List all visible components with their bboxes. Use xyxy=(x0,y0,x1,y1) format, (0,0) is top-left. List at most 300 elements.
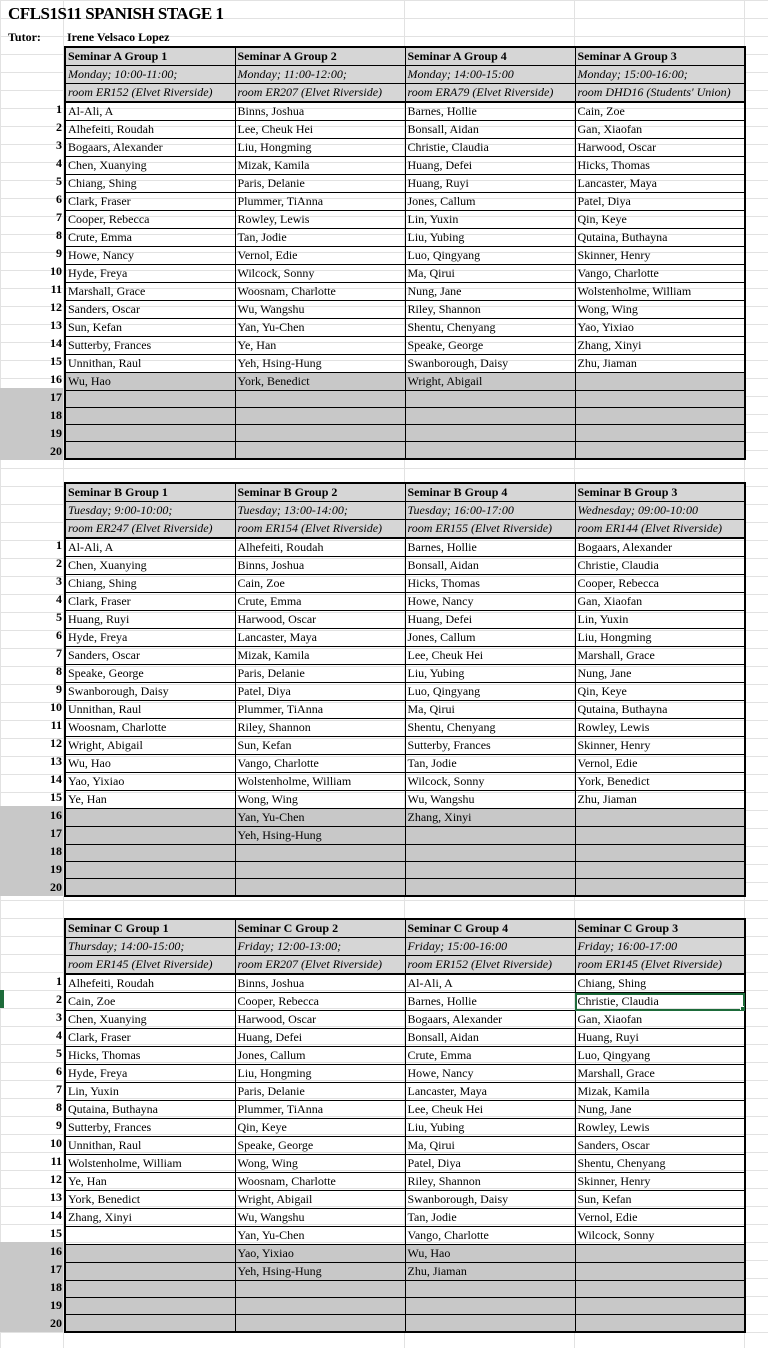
row-number[interactable]: 5 xyxy=(56,174,62,188)
student-cell[interactable]: Barnes, Hollie xyxy=(405,993,575,1011)
student-cell[interactable]: Sutterby, Frances xyxy=(405,737,575,755)
student-cell[interactable]: Rowley, Lewis xyxy=(575,1119,745,1137)
student-cell[interactable]: Lancaster, Maya xyxy=(235,629,405,647)
student-cell[interactable]: Lancaster, Maya xyxy=(405,1083,575,1101)
student-cell[interactable]: Qutaina, Buthayna xyxy=(575,701,745,719)
student-cell[interactable] xyxy=(575,1263,745,1281)
row-number[interactable]: 6 xyxy=(56,1064,62,1078)
student-cell[interactable]: Crute, Emma xyxy=(235,593,405,611)
student-cell[interactable]: Huang, Ruyi xyxy=(575,1029,745,1047)
student-cell[interactable] xyxy=(405,408,575,425)
student-cell[interactable]: Crute, Emma xyxy=(405,1047,575,1065)
student-cell[interactable] xyxy=(405,1298,575,1315)
student-cell[interactable]: Woosnam, Charlotte xyxy=(235,283,405,301)
student-cell[interactable]: Riley, Shannon xyxy=(405,301,575,319)
student-cell[interactable] xyxy=(405,845,575,862)
student-cell[interactable] xyxy=(65,1263,235,1281)
row-number[interactable]: 15 xyxy=(50,354,62,368)
group-room-cell[interactable]: room ER152 (Elvet Riverside) xyxy=(405,956,575,975)
group-room-cell[interactable]: room ER207 (Elvet Riverside) xyxy=(235,956,405,975)
student-cell[interactable]: Patel, Diya xyxy=(575,193,745,211)
group-time-cell[interactable]: Wednesday; 09:00-10:00 xyxy=(575,502,745,520)
group-time-cell[interactable]: Friday; 15:00-16:00 xyxy=(405,938,575,956)
student-cell[interactable]: Paris, Delanie xyxy=(235,1083,405,1101)
student-cell[interactable]: Vango, Charlotte xyxy=(405,1227,575,1245)
row-number[interactable]: 10 xyxy=(50,700,62,714)
student-cell[interactable] xyxy=(575,442,745,459)
student-cell[interactable]: Liu, Yubing xyxy=(405,665,575,683)
student-cell[interactable]: Christie, Claudia xyxy=(405,139,575,157)
student-cell[interactable]: Tan, Jodie xyxy=(235,229,405,247)
student-cell[interactable] xyxy=(235,425,405,442)
student-cell[interactable]: Harwood, Oscar xyxy=(235,611,405,629)
group-time-cell[interactable]: Tuesday; 9:00-10:00; xyxy=(65,502,235,520)
student-cell[interactable] xyxy=(235,408,405,425)
row-number[interactable]: 6 xyxy=(56,192,62,206)
student-cell[interactable]: Chiang, Shing xyxy=(65,175,235,193)
student-cell[interactable]: Huang, Ruyi xyxy=(405,175,575,193)
student-cell[interactable] xyxy=(575,1315,745,1332)
row-number[interactable]: 20 xyxy=(0,1314,63,1332)
student-cell[interactable]: Wolstenholme, William xyxy=(235,773,405,791)
student-cell[interactable]: Sun, Kefan xyxy=(235,737,405,755)
student-cell[interactable]: Cain, Zoe xyxy=(575,102,745,121)
group-room-cell[interactable]: room DHD16 (Students' Union) xyxy=(575,84,745,103)
student-cell[interactable]: Howe, Nancy xyxy=(405,593,575,611)
student-cell[interactable]: Patel, Diya xyxy=(405,1155,575,1173)
student-cell[interactable]: Chen, Xuanying xyxy=(65,557,235,575)
student-cell[interactable]: Cooper, Rebecca xyxy=(575,575,745,593)
student-cell[interactable]: Skinner, Henry xyxy=(575,247,745,265)
group-room-cell[interactable]: room ER155 (Elvet Riverside) xyxy=(405,520,575,539)
student-cell[interactable]: Cooper, Rebecca xyxy=(65,211,235,229)
student-cell[interactable]: Nung, Jane xyxy=(405,283,575,301)
row-number[interactable]: 8 xyxy=(56,228,62,242)
student-cell[interactable]: Wong, Wing xyxy=(235,1155,405,1173)
student-cell[interactable]: Yeh, Hsing-Hung xyxy=(235,1263,405,1281)
student-cell[interactable] xyxy=(235,1298,405,1315)
student-cell[interactable]: Mizak, Kamila xyxy=(235,647,405,665)
row-number[interactable]: 10 xyxy=(50,1136,62,1150)
row-number[interactable]: 2 xyxy=(56,992,62,1006)
student-cell[interactable]: Vango, Charlotte xyxy=(235,755,405,773)
student-cell[interactable] xyxy=(65,391,235,408)
student-cell[interactable]: Wu, Hao xyxy=(65,755,235,773)
student-cell[interactable]: Yao, Yixiao xyxy=(235,1245,405,1263)
student-cell[interactable]: Vernol, Edie xyxy=(575,1209,745,1227)
student-cell[interactable]: Paris, Delanie xyxy=(235,175,405,193)
student-cell[interactable]: Huang, Ruyi xyxy=(65,611,235,629)
row-number[interactable]: 13 xyxy=(50,1190,62,1204)
student-cell[interactable]: Yao, Yixiao xyxy=(65,773,235,791)
student-cell[interactable]: Ma, Qirui xyxy=(405,701,575,719)
student-cell[interactable]: Vernol, Edie xyxy=(235,247,405,265)
student-cell[interactable]: Qutaina, Buthayna xyxy=(575,229,745,247)
group-name-cell[interactable]: Seminar C Group 3 xyxy=(575,919,745,938)
row-number[interactable]: 15 xyxy=(50,1226,62,1240)
student-cell[interactable]: Swanborough, Daisy xyxy=(65,683,235,701)
student-cell[interactable]: Harwood, Oscar xyxy=(235,1011,405,1029)
student-cell[interactable]: Riley, Shannon xyxy=(235,719,405,737)
student-cell[interactable]: Wong, Wing xyxy=(235,791,405,809)
student-cell[interactable] xyxy=(65,408,235,425)
student-cell[interactable] xyxy=(65,879,235,896)
student-cell[interactable]: Sanders, Oscar xyxy=(65,647,235,665)
student-cell[interactable] xyxy=(575,408,745,425)
student-cell[interactable]: Skinner, Henry xyxy=(575,737,745,755)
group-time-cell[interactable]: Monday; 11:00-12:00; xyxy=(235,66,405,84)
row-number[interactable]: 20 xyxy=(0,878,63,896)
student-cell[interactable]: Gan, Xiaofan xyxy=(575,1011,745,1029)
student-cell[interactable]: Zhu, Jiaman xyxy=(405,1263,575,1281)
row-number[interactable]: 4 xyxy=(56,592,62,606)
student-cell[interactable]: Yan, Yu-Chen xyxy=(235,319,405,337)
student-cell[interactable]: Skinner, Henry xyxy=(575,1173,745,1191)
group-name-cell[interactable]: Seminar B Group 4 xyxy=(405,483,575,502)
student-cell[interactable]: Bonsall, Aidan xyxy=(405,557,575,575)
row-number[interactable]: 1 xyxy=(56,974,62,988)
row-number[interactable]: 1 xyxy=(56,102,62,116)
group-time-cell[interactable]: Monday; 10:00-11:00; xyxy=(65,66,235,84)
student-cell[interactable]: Unnithan, Raul xyxy=(65,355,235,373)
student-cell[interactable]: Ye, Han xyxy=(235,337,405,355)
student-cell[interactable]: Wu, Hao xyxy=(65,373,235,391)
group-room-cell[interactable]: room ER145 (Elvet Riverside) xyxy=(575,956,745,975)
student-cell[interactable] xyxy=(235,391,405,408)
student-cell[interactable]: Binns, Joshua xyxy=(235,557,405,575)
student-cell[interactable]: Sun, Kefan xyxy=(575,1191,745,1209)
student-cell[interactable] xyxy=(405,425,575,442)
student-cell[interactable]: Luo, Qingyang xyxy=(405,247,575,265)
student-cell[interactable]: Speake, George xyxy=(405,337,575,355)
student-cell[interactable] xyxy=(405,391,575,408)
student-cell[interactable]: Jones, Callum xyxy=(405,629,575,647)
student-cell[interactable]: Unnithan, Raul xyxy=(65,701,235,719)
student-cell[interactable]: Tan, Jodie xyxy=(405,1209,575,1227)
student-cell[interactable]: York, Benedict xyxy=(575,773,745,791)
student-cell[interactable] xyxy=(235,442,405,459)
student-cell[interactable]: Marshall, Grace xyxy=(575,647,745,665)
student-cell[interactable]: Mizak, Kamila xyxy=(575,1083,745,1101)
group-time-cell[interactable]: Friday; 16:00-17:00 xyxy=(575,938,745,956)
group-name-cell[interactable]: Seminar B Group 2 xyxy=(235,483,405,502)
student-cell[interactable]: Christie, Claudia xyxy=(575,993,745,1011)
student-cell[interactable] xyxy=(575,425,745,442)
student-cell[interactable] xyxy=(405,1281,575,1298)
student-cell[interactable]: Liu, Yubing xyxy=(405,229,575,247)
student-cell[interactable]: Vernol, Edie xyxy=(575,755,745,773)
student-cell[interactable]: Plummer, TiAnna xyxy=(235,193,405,211)
student-cell[interactable]: Lin, Yuxin xyxy=(405,211,575,229)
student-cell[interactable]: Chiang, Shing xyxy=(575,974,745,993)
row-number[interactable]: 6 xyxy=(56,628,62,642)
group-room-cell[interactable]: room ERA79 (Elvet Riverside) xyxy=(405,84,575,103)
student-cell[interactable]: Qin, Keye xyxy=(235,1119,405,1137)
student-cell[interactable]: Wright, Abigail xyxy=(65,737,235,755)
student-cell[interactable]: Bogaars, Alexander xyxy=(575,538,745,557)
row-number[interactable]: 13 xyxy=(50,318,62,332)
student-cell[interactable]: Yeh, Hsing-Hung xyxy=(235,355,405,373)
student-cell[interactable]: Ma, Qirui xyxy=(405,1137,575,1155)
student-cell[interactable]: Chiang, Shing xyxy=(65,575,235,593)
student-cell[interactable]: Wolstenholme, William xyxy=(575,283,745,301)
student-cell[interactable]: Cooper, Rebecca xyxy=(235,993,405,1011)
student-cell[interactable] xyxy=(235,862,405,879)
group-room-cell[interactable]: room ER152 (Elvet Riverside) xyxy=(65,84,235,103)
student-cell[interactable]: Plummer, TiAnna xyxy=(235,701,405,719)
row-number[interactable]: 17 xyxy=(0,1260,63,1278)
tutor-label[interactable]: Tutor: xyxy=(8,30,41,44)
group-time-cell[interactable]: Tuesday; 13:00-14:00; xyxy=(235,502,405,520)
student-cell[interactable]: Harwood, Oscar xyxy=(575,139,745,157)
student-cell[interactable]: Woosnam, Charlotte xyxy=(65,719,235,737)
student-cell[interactable]: Swanborough, Daisy xyxy=(405,1191,575,1209)
student-cell[interactable] xyxy=(405,442,575,459)
student-cell[interactable]: Binns, Joshua xyxy=(235,102,405,121)
row-number[interactable]: 14 xyxy=(50,772,62,786)
student-cell[interactable]: Luo, Qingyang xyxy=(575,1047,745,1065)
student-cell[interactable] xyxy=(575,862,745,879)
row-number[interactable]: 19 xyxy=(0,424,63,442)
student-cell[interactable]: Shentu, Chenyang xyxy=(575,1155,745,1173)
row-number[interactable]: 8 xyxy=(56,1100,62,1114)
student-cell[interactable]: Qin, Keye xyxy=(575,683,745,701)
student-cell[interactable]: Howe, Nancy xyxy=(405,1065,575,1083)
student-cell[interactable]: Chen, Xuanying xyxy=(65,1011,235,1029)
student-cell[interactable]: Zhu, Jiaman xyxy=(575,355,745,373)
student-cell[interactable]: Wilcock, Sonny xyxy=(575,1227,745,1245)
student-cell[interactable] xyxy=(65,442,235,459)
student-cell[interactable]: Al-Ali, A xyxy=(65,538,235,557)
sheet-title[interactable]: CFLS1S11 SPANISH STAGE 1 xyxy=(8,4,224,23)
student-cell[interactable]: Liu, Yubing xyxy=(405,1119,575,1137)
student-cell[interactable] xyxy=(65,1315,235,1332)
student-cell[interactable]: Ye, Han xyxy=(65,1173,235,1191)
student-cell[interactable]: Clark, Fraser xyxy=(65,593,235,611)
group-time-cell[interactable]: Monday; 15:00-16:00; xyxy=(575,66,745,84)
student-cell[interactable] xyxy=(405,1315,575,1332)
student-cell[interactable] xyxy=(575,809,745,827)
group-room-cell[interactable]: room ER144 (Elvet Riverside) xyxy=(575,520,745,539)
student-cell[interactable] xyxy=(575,1245,745,1263)
student-cell[interactable]: Yeh, Hsing-Hung xyxy=(235,827,405,845)
student-cell[interactable]: Sutterby, Frances xyxy=(65,337,235,355)
row-number[interactable]: 18 xyxy=(0,406,63,424)
student-cell[interactable]: Wolstenholme, William xyxy=(65,1155,235,1173)
row-number[interactable]: 18 xyxy=(0,842,63,860)
student-cell[interactable]: Zhu, Jiaman xyxy=(575,791,745,809)
student-cell[interactable]: Cain, Zoe xyxy=(235,575,405,593)
row-number[interactable]: 12 xyxy=(50,1172,62,1186)
group-room-cell[interactable]: room ER207 (Elvet Riverside) xyxy=(235,84,405,103)
row-number[interactable]: 16 xyxy=(0,1242,63,1260)
student-cell[interactable] xyxy=(575,879,745,896)
student-cell[interactable]: Sanders, Oscar xyxy=(65,301,235,319)
student-cell[interactable]: Swanborough, Daisy xyxy=(405,355,575,373)
student-cell[interactable]: Hyde, Freya xyxy=(65,629,235,647)
student-cell[interactable]: Wright, Abigail xyxy=(235,1191,405,1209)
student-cell[interactable]: Qutaina, Buthayna xyxy=(65,1101,235,1119)
student-cell[interactable] xyxy=(65,1245,235,1263)
student-cell[interactable]: Crute, Emma xyxy=(65,229,235,247)
student-cell[interactable]: Liu, Hongming xyxy=(235,139,405,157)
student-cell[interactable]: Jones, Callum xyxy=(405,193,575,211)
group-name-cell[interactable]: Seminar A Group 3 xyxy=(575,47,745,66)
student-cell[interactable]: Sun, Kefan xyxy=(65,319,235,337)
student-cell[interactable]: Mizak, Kamila xyxy=(235,157,405,175)
student-cell[interactable] xyxy=(65,862,235,879)
student-cell[interactable]: Lin, Yuxin xyxy=(575,611,745,629)
student-cell[interactable]: Unnithan, Raul xyxy=(65,1137,235,1155)
student-cell[interactable]: Yao, Yixiao xyxy=(575,319,745,337)
student-cell[interactable] xyxy=(405,827,575,845)
student-cell[interactable]: Sutterby, Frances xyxy=(65,1119,235,1137)
row-number[interactable]: 7 xyxy=(56,210,62,224)
row-number[interactable]: 19 xyxy=(0,1296,63,1314)
student-cell[interactable]: Ye, Han xyxy=(65,791,235,809)
student-cell[interactable]: Zhang, Xinyi xyxy=(405,809,575,827)
student-cell[interactable]: Marshall, Grace xyxy=(575,1065,745,1083)
student-cell[interactable]: Chen, Xuanying xyxy=(65,157,235,175)
student-cell[interactable]: Howe, Nancy xyxy=(65,247,235,265)
student-cell[interactable]: Sanders, Oscar xyxy=(575,1137,745,1155)
student-cell[interactable]: Zhang, Xinyi xyxy=(575,337,745,355)
student-cell[interactable] xyxy=(65,827,235,845)
student-cell[interactable] xyxy=(575,1298,745,1315)
student-cell[interactable]: Lancaster, Maya xyxy=(575,175,745,193)
student-cell[interactable] xyxy=(405,879,575,896)
row-number[interactable]: 2 xyxy=(56,556,62,570)
student-cell[interactable]: Wilcock, Sonny xyxy=(405,773,575,791)
student-cell[interactable] xyxy=(235,879,405,896)
student-cell[interactable]: Hicks, Thomas xyxy=(405,575,575,593)
student-cell[interactable]: Speake, George xyxy=(235,1137,405,1155)
row-number[interactable]: 19 xyxy=(0,860,63,878)
student-cell[interactable]: Barnes, Hollie xyxy=(405,102,575,121)
row-number[interactable]: 1 xyxy=(56,538,62,552)
student-cell[interactable] xyxy=(575,845,745,862)
row-number[interactable]: 13 xyxy=(50,754,62,768)
student-cell[interactable]: Alhefeiti, Roudah xyxy=(235,538,405,557)
row-number[interactable]: 3 xyxy=(56,1010,62,1024)
row-number[interactable]: 11 xyxy=(50,1154,62,1168)
row-number[interactable]: 17 xyxy=(0,388,63,406)
student-cell[interactable]: Wu, Wangshu xyxy=(235,1209,405,1227)
student-cell[interactable]: Jones, Callum xyxy=(235,1047,405,1065)
student-cell[interactable] xyxy=(65,809,235,827)
student-cell[interactable] xyxy=(575,1281,745,1298)
row-number[interactable]: 12 xyxy=(50,300,62,314)
student-cell[interactable]: Yan, Yu-Chen xyxy=(235,809,405,827)
row-number[interactable]: 11 xyxy=(50,282,62,296)
student-cell[interactable] xyxy=(235,1315,405,1332)
student-cell[interactable]: Gan, Xiaofan xyxy=(575,121,745,139)
student-cell[interactable]: Lin, Yuxin xyxy=(65,1083,235,1101)
student-cell[interactable]: Bogaars, Alexander xyxy=(65,139,235,157)
row-number[interactable]: 3 xyxy=(56,574,62,588)
student-cell[interactable]: Alhefeiti, Roudah xyxy=(65,974,235,993)
student-cell[interactable] xyxy=(65,845,235,862)
student-cell[interactable] xyxy=(235,845,405,862)
group-name-cell[interactable]: Seminar C Group 1 xyxy=(65,919,235,938)
student-cell[interactable]: Zhang, Xinyi xyxy=(65,1209,235,1227)
student-cell[interactable]: Hicks, Thomas xyxy=(575,157,745,175)
student-cell[interactable]: Marshall, Grace xyxy=(65,283,235,301)
row-number[interactable]: 20 xyxy=(0,442,63,460)
tutor-name[interactable]: Irene Velsaco Lopez xyxy=(67,30,170,44)
student-cell[interactable] xyxy=(235,1281,405,1298)
student-cell[interactable]: Liu, Hongming xyxy=(235,1065,405,1083)
row-number[interactable]: 3 xyxy=(56,138,62,152)
row-number[interactable]: 18 xyxy=(0,1278,63,1296)
student-cell[interactable]: Wu, Wangshu xyxy=(405,791,575,809)
student-cell[interactable]: Hyde, Freya xyxy=(65,1065,235,1083)
student-cell[interactable]: Riley, Shannon xyxy=(405,1173,575,1191)
student-cell[interactable] xyxy=(65,1281,235,1298)
row-number[interactable]: 10 xyxy=(50,264,62,278)
student-cell[interactable]: Hyde, Freya xyxy=(65,265,235,283)
group-time-cell[interactable]: Thursday; 14:00-15:00; xyxy=(65,938,235,956)
group-time-cell[interactable]: Monday; 14:00-15:00 xyxy=(405,66,575,84)
student-cell[interactable] xyxy=(65,425,235,442)
student-cell[interactable]: Al-Ali, A xyxy=(405,974,575,993)
student-cell[interactable]: Patel, Diya xyxy=(235,683,405,701)
student-cell[interactable]: Lee, Cheuk Hei xyxy=(405,647,575,665)
student-cell[interactable]: Rowley, Lewis xyxy=(575,719,745,737)
group-name-cell[interactable]: Seminar A Group 1 xyxy=(65,47,235,66)
student-cell[interactable]: Woosnam, Charlotte xyxy=(235,1173,405,1191)
student-cell[interactable]: Lee, Cheuk Hei xyxy=(405,1101,575,1119)
row-number[interactable]: 14 xyxy=(50,336,62,350)
student-cell[interactable] xyxy=(65,1298,235,1315)
student-cell[interactable]: Christie, Claudia xyxy=(575,557,745,575)
student-cell[interactable]: Qin, Keye xyxy=(575,211,745,229)
student-cell[interactable]: Clark, Fraser xyxy=(65,1029,235,1047)
student-cell[interactable]: Lee, Cheuk Hei xyxy=(235,121,405,139)
student-cell[interactable]: Hicks, Thomas xyxy=(65,1047,235,1065)
group-name-cell[interactable]: Seminar A Group 4 xyxy=(405,47,575,66)
student-cell[interactable]: Binns, Joshua xyxy=(235,974,405,993)
student-cell[interactable]: York, Benedict xyxy=(65,1191,235,1209)
student-cell[interactable]: Liu, Hongming xyxy=(575,629,745,647)
row-number[interactable]: 4 xyxy=(56,156,62,170)
group-name-cell[interactable]: Seminar B Group 3 xyxy=(575,483,745,502)
row-number[interactable]: 15 xyxy=(50,790,62,804)
student-cell[interactable]: Wong, Wing xyxy=(575,301,745,319)
row-number[interactable]: 9 xyxy=(56,246,62,260)
student-cell[interactable]: Bogaars, Alexander xyxy=(405,1011,575,1029)
student-cell[interactable]: Wu, Hao xyxy=(405,1245,575,1263)
student-cell[interactable]: Paris, Delanie xyxy=(235,665,405,683)
student-cell[interactable]: Huang, Defei xyxy=(405,611,575,629)
row-number[interactable]: 8 xyxy=(56,664,62,678)
row-number[interactable]: 5 xyxy=(56,1046,62,1060)
student-cell[interactable]: Huang, Defei xyxy=(405,157,575,175)
student-cell[interactable]: Bonsall, Aidan xyxy=(405,121,575,139)
student-cell[interactable]: Speake, George xyxy=(65,665,235,683)
row-number[interactable]: 9 xyxy=(56,1118,62,1132)
student-cell[interactable]: Clark, Fraser xyxy=(65,193,235,211)
row-number[interactable]: 7 xyxy=(56,1082,62,1096)
row-number[interactable]: 9 xyxy=(56,682,62,696)
student-cell[interactable]: Wu, Wangshu xyxy=(235,301,405,319)
row-number[interactable]: 14 xyxy=(50,1208,62,1222)
student-cell[interactable]: Wilcock, Sonny xyxy=(235,265,405,283)
group-room-cell[interactable]: room ER154 (Elvet Riverside) xyxy=(235,520,405,539)
group-time-cell[interactable]: Tuesday; 16:00-17:00 xyxy=(405,502,575,520)
student-cell[interactable]: Cain, Zoe xyxy=(65,993,235,1011)
student-cell[interactable]: Nung, Jane xyxy=(575,1101,745,1119)
